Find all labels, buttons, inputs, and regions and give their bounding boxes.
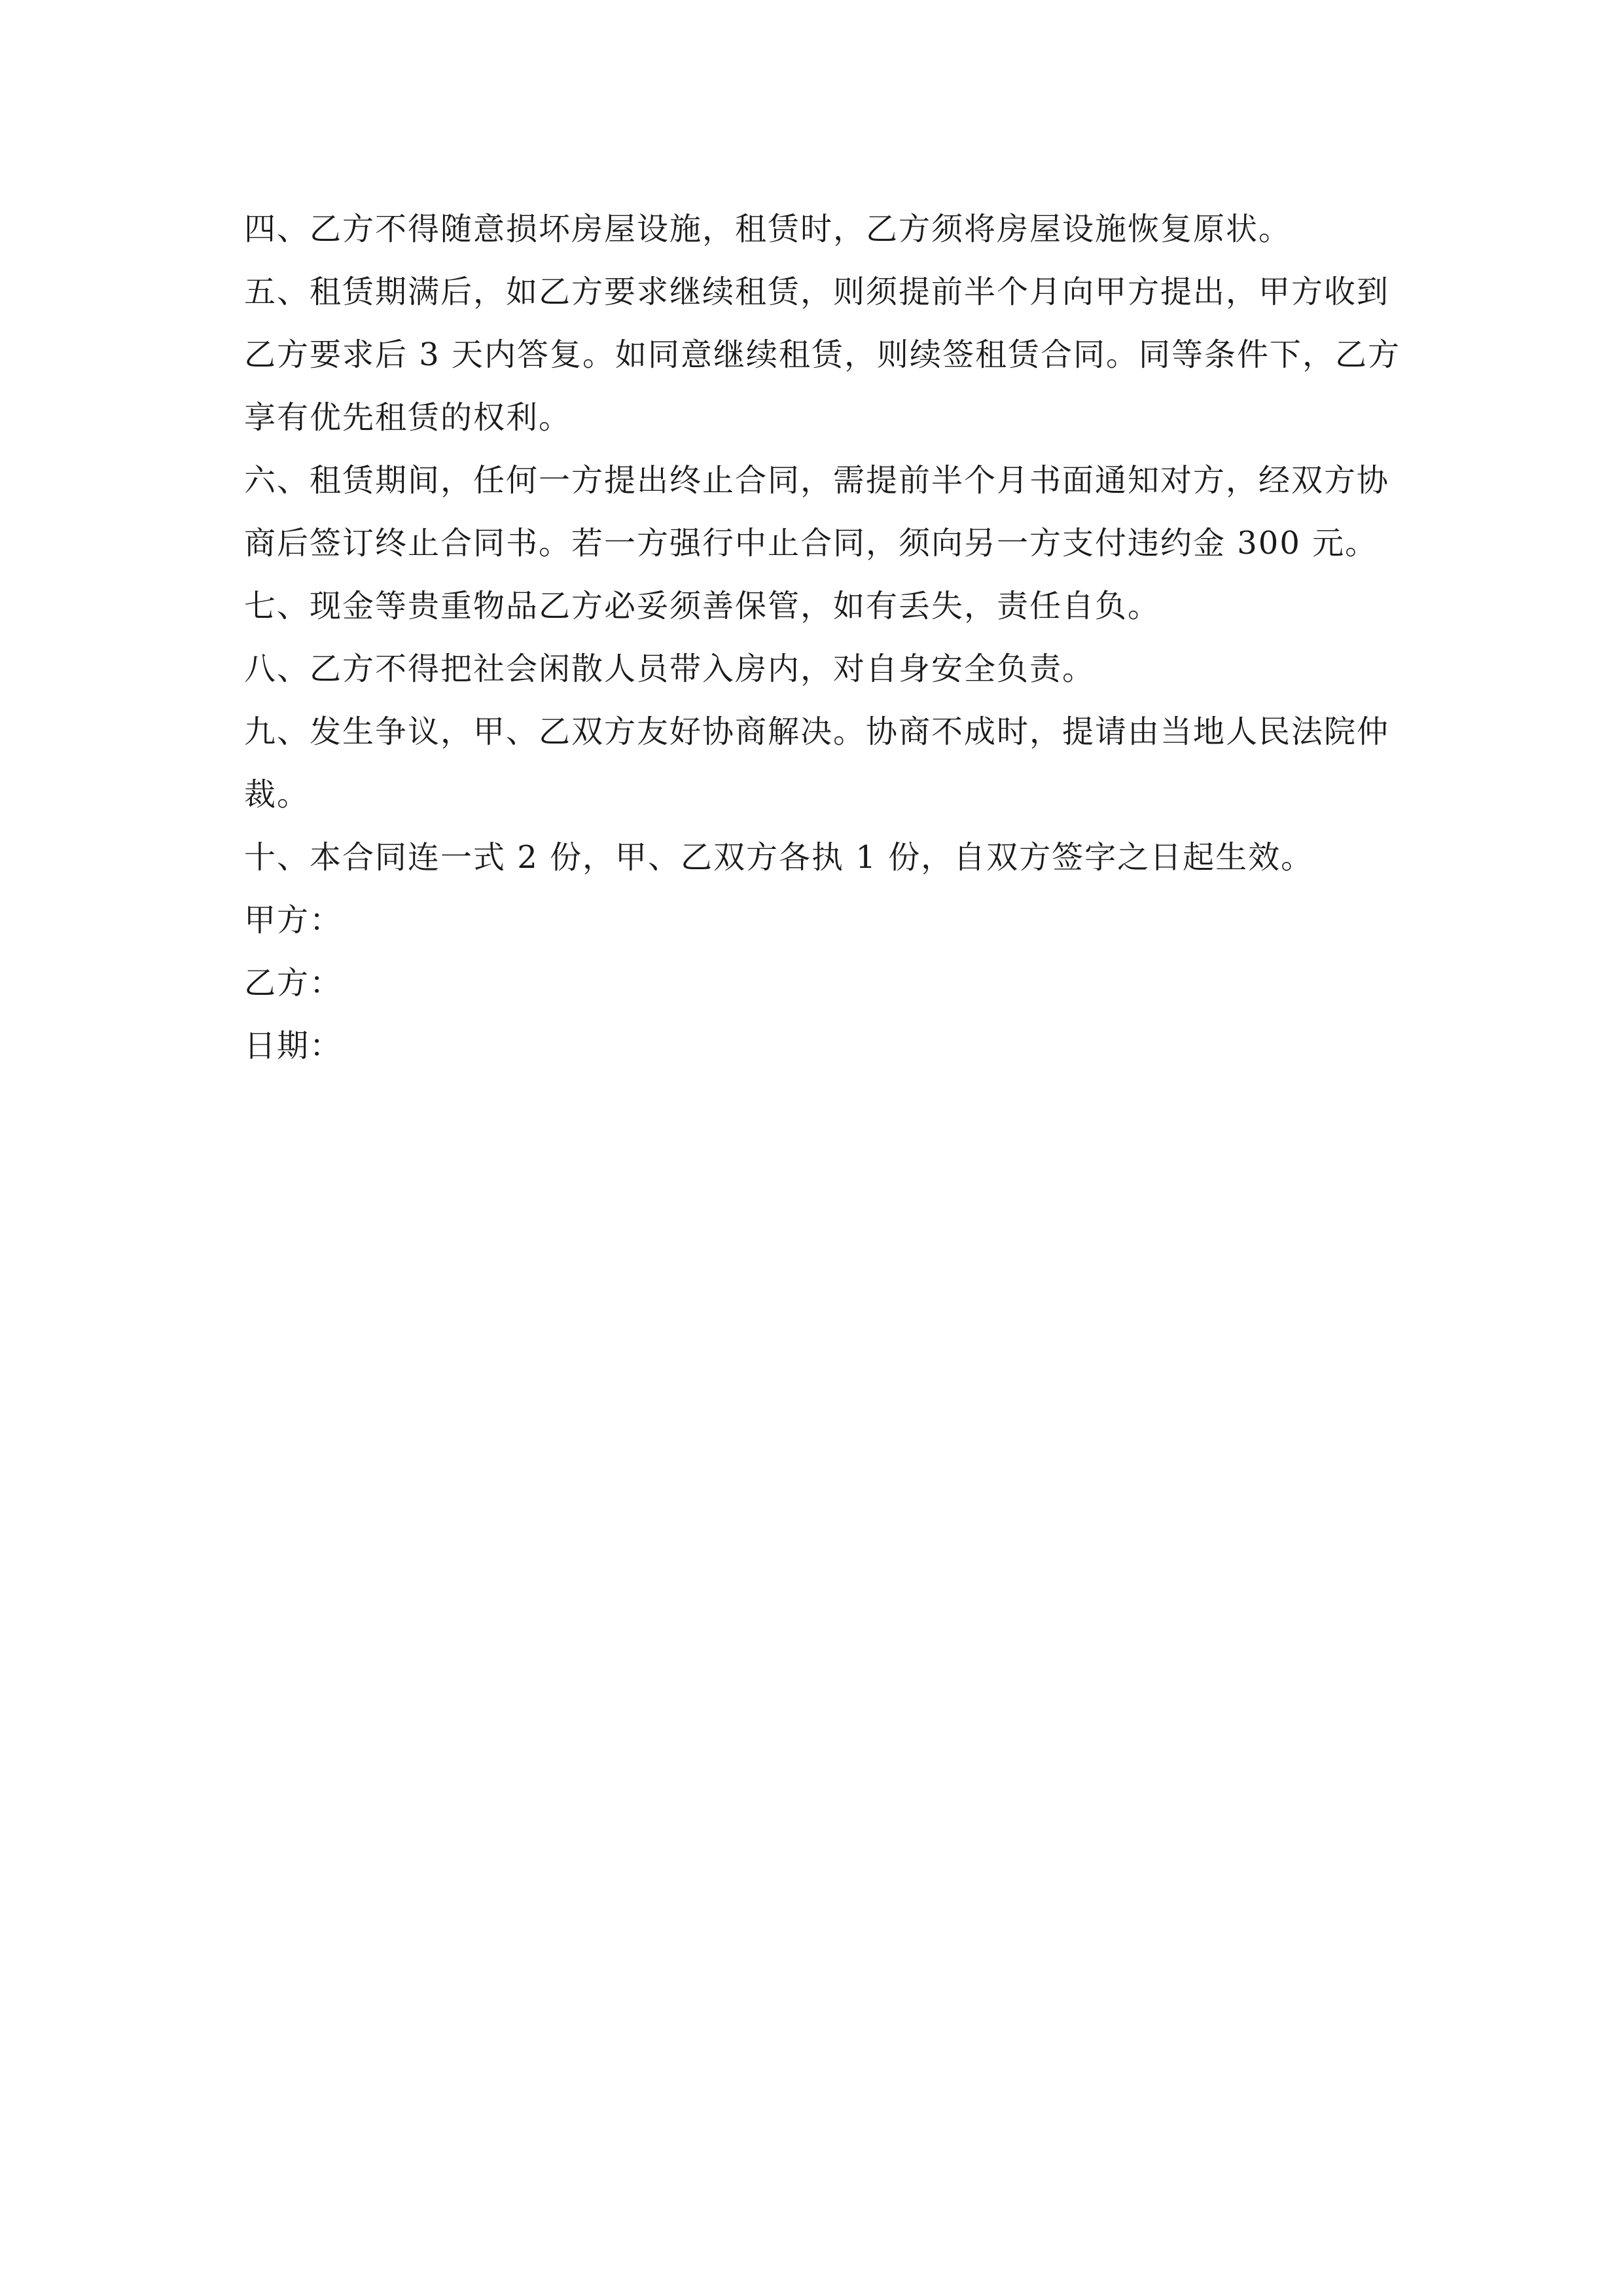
- party-a-label: 甲方：: [244, 902, 343, 939]
- clause-7-line-1: 七、现金等贵重物品乙方必妥须善保管，如有丢失，责任自负。: [244, 588, 1161, 624]
- contract-text: [244, 198, 1401, 1077]
- clause-5-line-1: 五、租赁期满后，如乙方要求继续租赁，则须提前半个月向甲方提出，甲方收到: [244, 274, 1390, 310]
- clause-5-line-3: 享有优先租赁的权利。: [244, 399, 572, 436]
- clause-9: [244, 700, 1390, 826]
- date-label: 日期：: [244, 1028, 343, 1064]
- clause-9-line-1: 九、发生争议，甲、乙双方友好协商解决。协商不成时，提请由当地人民法院仲: [244, 713, 1390, 750]
- clause-5-line-2: 乙方要求后 3 天内答复。如同意继续租赁，则续签租赁合同。同等条件下，乙方: [244, 336, 1401, 373]
- clause-8: [244, 637, 1383, 700]
- clause-6: [244, 449, 1390, 575]
- clause-10-line-1: 十、本合同连一式 2 份，甲、乙双方各执 1 份，自双方签字之日起生效。: [244, 839, 1314, 876]
- party-b-label: 乙方：: [244, 965, 343, 1001]
- clause-10: [244, 826, 1383, 889]
- clause-4-line-1: 四、乙方不得随意损坏房屋设施，租赁时，乙方须将房屋设施恢复原状。: [244, 211, 1292, 247]
- signature-block: [244, 889, 1383, 1077]
- clause-6-line-2: 商后签订终止合同书。若一方强行中止合同，须向另一方支付违约金 300 元。: [244, 525, 1378, 562]
- clause-7: [244, 575, 1383, 637]
- clause-9-line-2: 裁。: [244, 776, 310, 813]
- clause-5: [244, 260, 1401, 449]
- clause-4: [244, 198, 1383, 260]
- clause-8-line-1: 八、乙方不得把社会闲散人员带入房内，对自身安全负责。: [244, 651, 1096, 687]
- clause-6-line-1: 六、租赁期间，任何一方提出终止合同，需提前半个月书面通知对方，经双方协: [244, 462, 1390, 499]
